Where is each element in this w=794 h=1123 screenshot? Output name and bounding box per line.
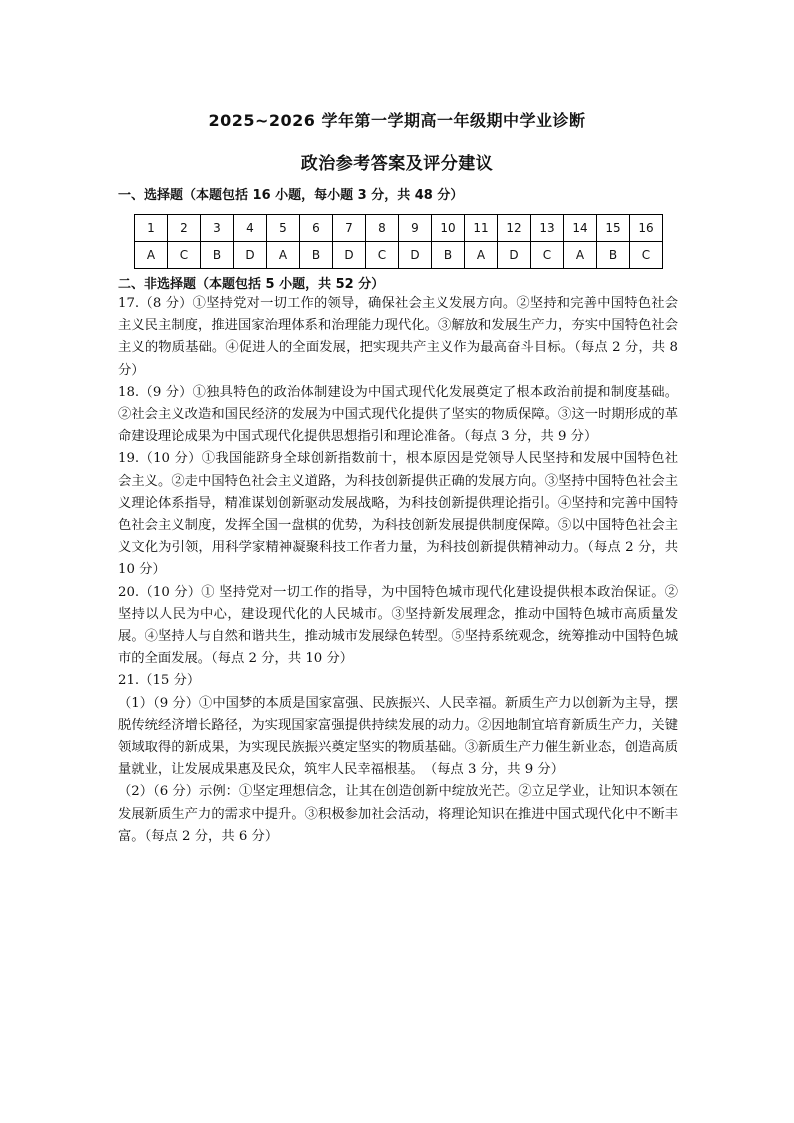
answer-q21-part2: （2）（6 分）示例：①坚定理想信念，让其在创造创新中绽放光芒。②立足学业，让知识本领在发展新质生产力的需求中提升。③积极参加社会活动，将理论知识在推进中国式现代化中不断丰富。（每点 2 分，共 6 分） [118, 784, 678, 844]
answer-cell: B [201, 242, 234, 269]
answer-cell: D [234, 242, 267, 269]
question-number-cell: 16 [630, 215, 663, 242]
question-number-cell: 4 [234, 215, 267, 242]
answer-cell: D [498, 242, 531, 269]
answer-cell: A [135, 242, 168, 269]
section-heading-choice: 一、选择题（本题包括 16 小题，每小题 3 分，共 48 分） [118, 188, 464, 203]
answer-cell: B [300, 242, 333, 269]
question-number-cell: 1 [135, 215, 168, 242]
answer-table [134, 214, 663, 269]
question-number-cell: 15 [597, 215, 630, 242]
answer-cell: A [564, 242, 597, 269]
answer-q21-part1: （1）（9 分）①中国梦的本质是国家富强、民族振兴、人民幸福。新质生产力以创新为主导，摆脱传统经济增长路径，为实现国家富强提供持续发展的动力。②因地制宜培育新质生产力，关键领域取得的新成果，为实现民族振兴奠定坚实的物质基础。③新质生产力催生新业态，创造高质量就业，让发展成果惠及民众，筑牢人民幸福根基。 （每点 3 分，共 9 分） [118, 695, 678, 778]
answer-cell: D [333, 242, 366, 269]
answer-cell: B [432, 242, 465, 269]
answer-q19: 19.（10 分）①我国能跻身全球创新指数前十，根本原因是党领导人民坚持和发展中国特色社会主义。②走中国特色社会主义道路，为科技创新提供正确的发展方向。③坚持中国特色社会主义理论体系指导，精准谋划创新驱动发展战略，为科技创新提供理论指引。④坚持和完善中国特色社会主义制度，发挥全国一盘棋的优势，为科技创新发展提供制度保障。⑤以中国特色社会主义文化为引领，用科学家精神凝聚科技工作者力量，为科技创新提供精神动力。（每点 2 分，共 10 分） [118, 451, 678, 578]
question-number-cell: 12 [498, 215, 531, 242]
answer-cell: D [399, 242, 432, 269]
answer-q18: 18.（9 分）①独具特色的政治体制建设为中国式现代化发展奠定了根本政治前提和制度基础。②社会主义改造和国民经济的发展为中国式现代化提供了坚实的物质保障。③这一时期形成的革命建设理论成果为中国式现代化提供思想指引和理论准备。（每点 3 分，共 9 分） [118, 384, 678, 445]
question-number-cell: 7 [333, 215, 366, 242]
answer-body [118, 293, 678, 848]
answer-cell: A [465, 242, 498, 269]
answer-cell: C [366, 242, 399, 269]
question-number-cell: 5 [267, 215, 300, 242]
question-number-cell: 3 [201, 215, 234, 242]
answer-cell: C [168, 242, 201, 269]
answer-row [135, 242, 663, 269]
question-number-cell: 8 [366, 215, 399, 242]
question-number-cell: 9 [399, 215, 432, 242]
question-number-cell: 6 [300, 215, 333, 242]
answer-q17: 17.（8 分）①坚持党对一切工作的领导，确保社会主义发展方向。②坚持和完善中国特色社会主义民主制度，推进国家治理体系和治理能力现代化。③解放和发展生产力，夯实中国特色社会主义的物质基础。④促进人的全面发展，把实现共产主义作为最高奋斗目标。（每点 2 分，共 8 分） [118, 296, 678, 378]
question-number-cell: 10 [432, 215, 465, 242]
question-number-row [135, 215, 663, 242]
question-number-cell: 11 [465, 215, 498, 242]
answer-cell: A [267, 242, 300, 269]
answer-cell: C [630, 242, 663, 269]
question-number-cell: 14 [564, 215, 597, 242]
answer-q20: 20.（10 分）① 坚持党对一切工作的指导，为中国特色城市现代化建设提供根本政治保证。②坚持以人民为中心，建设现代化的人民城市。③坚持新发展理念，推动中国特色城市高质量发展。④坚持人与自然和谐共生，推动城市发展绿色转型。⑤坚持系统观念，统筹推动中国特色城市的全面发展。（每点 2 分，共 10 分） [118, 584, 678, 667]
page-title: 2025~2026 学年第一学期高一年级期中学业诊断 [208, 111, 586, 130]
answer-cell: B [597, 242, 630, 269]
section-heading-nonchoice: 二、非选择题（本题包括 5 小题，共 52 分） [118, 277, 385, 292]
answer-cell: C [531, 242, 564, 269]
page-subtitle: 政治参考答案及评分建议 [300, 154, 494, 174]
question-number-cell: 2 [168, 215, 201, 242]
question-number-cell: 13 [531, 215, 564, 242]
answer-q21-heading: 21.（15 分） [118, 673, 201, 689]
